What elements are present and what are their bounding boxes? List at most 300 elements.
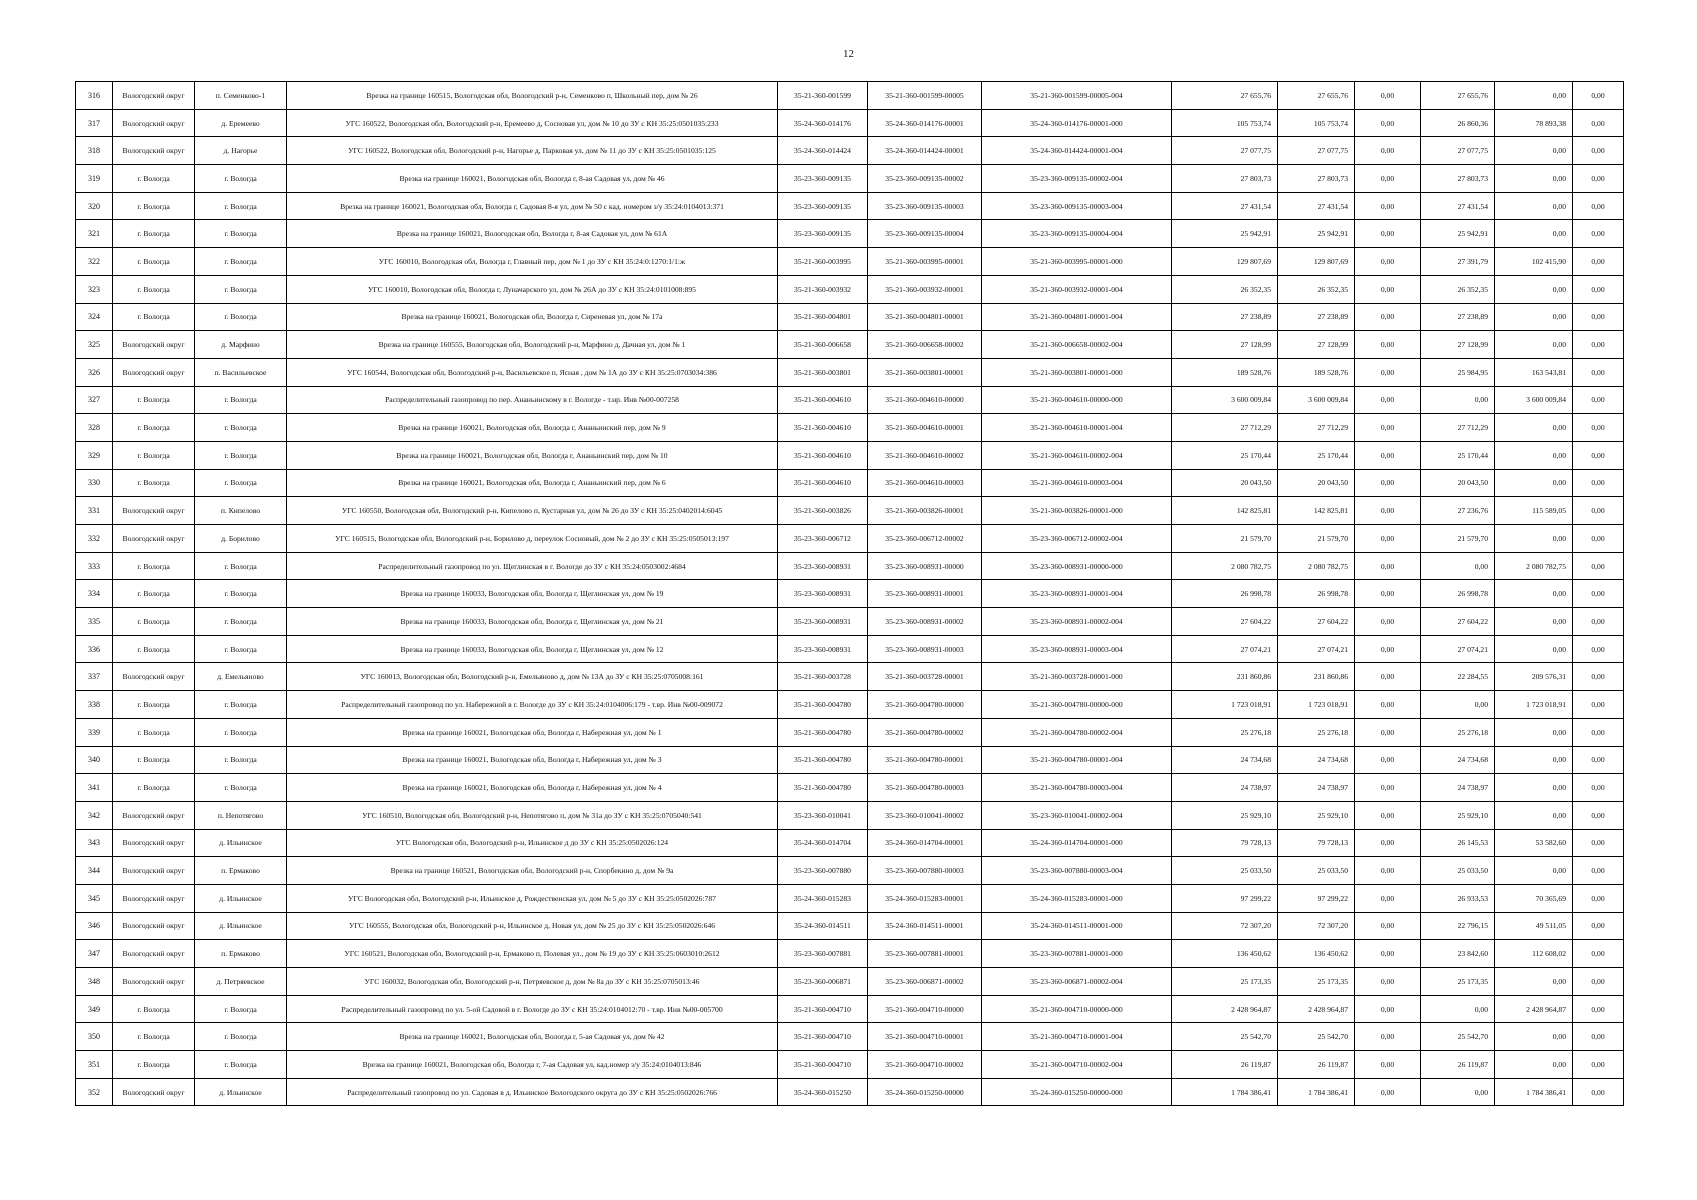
- object-code-cell: 35-23-360-010041: [778, 801, 868, 829]
- district-cell: г. Вологда: [113, 275, 195, 303]
- cost-component-2-cell: 26 352,35: [1421, 275, 1495, 303]
- cost-cell: 97 299,22: [1278, 884, 1355, 912]
- cost-component-4-cell: 0,00: [1573, 884, 1624, 912]
- object-description-cell: Врезка на границе 160033, Вологодская обл, Вологда г, Щеглинская ул, дом № 19: [287, 580, 778, 608]
- settlement-cell: г. Вологда: [195, 275, 287, 303]
- object-code-cell: 35-23-360-006871: [778, 968, 868, 996]
- cost-component-4-cell: 0,00: [1573, 331, 1624, 359]
- total-cost-cell: 24 734,68: [1172, 746, 1278, 774]
- row-number-cell: 334: [76, 580, 113, 608]
- cost-component-3-cell: 0,00: [1495, 718, 1573, 746]
- table-row: [76, 1023, 1624, 1051]
- settlement-cell: г. Вологда: [195, 1051, 287, 1079]
- object-code-cell: 35-21-360-003995: [778, 248, 868, 276]
- cost-component-3-cell: 53 582,60: [1495, 829, 1573, 857]
- object-subcode-cell: 35-23-360-009135-00003: [868, 192, 982, 220]
- district-cell: г. Вологда: [113, 580, 195, 608]
- district-cell: г. Вологда: [113, 1051, 195, 1079]
- cost-cell: 27 074,21: [1278, 635, 1355, 663]
- object-full-code-cell: 35-23-360-007881-00001-000: [982, 940, 1172, 968]
- object-full-code-cell: 35-24-360-014511-00001-000: [982, 912, 1172, 940]
- cost-component-1-cell: 0,00: [1355, 275, 1421, 303]
- cost-component-2-cell: 26 145,53: [1421, 829, 1495, 857]
- cost-cell: 27 803,73: [1278, 165, 1355, 193]
- cost-component-3-cell: 0,00: [1495, 414, 1573, 442]
- row-number-cell: 344: [76, 857, 113, 885]
- object-code-cell: 35-23-360-007880: [778, 857, 868, 885]
- object-description-cell: Врезка на границе 160033, Вологодская обл, Вологда г, Щеглинская ул, дом № 21: [287, 608, 778, 636]
- settlement-cell: г. Вологда: [195, 552, 287, 580]
- settlement-cell: п. Кипелово: [195, 497, 287, 525]
- district-cell: Вологодский округ: [113, 940, 195, 968]
- cost-component-4-cell: 0,00: [1573, 968, 1624, 996]
- object-code-cell: 35-21-360-004710: [778, 1051, 868, 1079]
- table-row: [76, 192, 1624, 220]
- district-cell: Вологодский округ: [113, 358, 195, 386]
- cost-cell: 129 807,69: [1278, 248, 1355, 276]
- row-number-cell: 322: [76, 248, 113, 276]
- row-number-cell: 316: [76, 82, 113, 110]
- total-cost-cell: 105 753,74: [1172, 109, 1278, 137]
- object-subcode-cell: 35-23-360-010041-00002: [868, 801, 982, 829]
- cost-component-1-cell: 0,00: [1355, 608, 1421, 636]
- object-code-cell: 35-23-360-008931: [778, 552, 868, 580]
- settlement-cell: г. Вологда: [195, 469, 287, 497]
- object-subcode-cell: 35-21-360-004610-00000: [868, 386, 982, 414]
- object-description-cell: Распределительный газопровод по ул. 5-ой Садовой в г. Вологде до ЗУ с КН 35:24:0104012:70 - т.вр. Инв №00-005700: [287, 995, 778, 1023]
- settlement-cell: г. Вологда: [195, 414, 287, 442]
- settlement-cell: г. Вологда: [195, 386, 287, 414]
- cost-cell: 79 728,13: [1278, 829, 1355, 857]
- cost-component-2-cell: 0,00: [1421, 691, 1495, 719]
- object-full-code-cell: 35-21-360-004610-00003-004: [982, 469, 1172, 497]
- cost-component-1-cell: 0,00: [1355, 497, 1421, 525]
- object-description-cell: Врезка на границе 160515, Вологодская обл, Вологодский р-н, Семенково п, Школьный пер, дом № 26: [287, 82, 778, 110]
- object-code-cell: 35-24-360-014176: [778, 109, 868, 137]
- settlement-cell: д. Ильинское: [195, 1078, 287, 1106]
- settlement-cell: г. Вологда: [195, 248, 287, 276]
- row-number-cell: 340: [76, 746, 113, 774]
- object-subcode-cell: 35-21-360-003995-00001: [868, 248, 982, 276]
- cost-component-2-cell: 27 238,89: [1421, 303, 1495, 331]
- cost-component-3-cell: 2 080 782,75: [1495, 552, 1573, 580]
- object-full-code-cell: 35-23-360-008931-00001-004: [982, 580, 1172, 608]
- cost-component-1-cell: 0,00: [1355, 441, 1421, 469]
- table-row: [76, 469, 1624, 497]
- cost-component-4-cell: 0,00: [1573, 995, 1624, 1023]
- cost-cell: 105 753,74: [1278, 109, 1355, 137]
- object-full-code-cell: 35-21-360-003826-00001-000: [982, 497, 1172, 525]
- object-subcode-cell: 35-24-360-014176-00001: [868, 109, 982, 137]
- table-row: [76, 746, 1624, 774]
- cost-component-4-cell: 0,00: [1573, 248, 1624, 276]
- object-description-cell: Распределительный газопровод по пер. Ананьинскому в г. Вологде - т.нр. Инв №00-007258: [287, 386, 778, 414]
- table-row: [76, 718, 1624, 746]
- cost-component-4-cell: 0,00: [1573, 441, 1624, 469]
- object-subcode-cell: 35-24-360-014511-00001: [868, 912, 982, 940]
- cost-cell: 21 579,70: [1278, 525, 1355, 553]
- object-description-cell: УГС 160521, Вологодская обл, Вологодский р-н, Ермаково п, Полевая ул., дом № 19 до ЗУ с КН 35:25:0603010:2612: [287, 940, 778, 968]
- table-row: [76, 414, 1624, 442]
- cost-component-3-cell: 209 576,31: [1495, 663, 1573, 691]
- cost-cell: 72 307,20: [1278, 912, 1355, 940]
- object-subcode-cell: 35-23-360-006871-00002: [868, 968, 982, 996]
- object-full-code-cell: 35-21-360-003932-00001-004: [982, 275, 1172, 303]
- object-subcode-cell: 35-21-360-003932-00001: [868, 275, 982, 303]
- table-row: [76, 386, 1624, 414]
- row-number-cell: 326: [76, 358, 113, 386]
- cost-component-1-cell: 0,00: [1355, 358, 1421, 386]
- district-cell: г. Вологда: [113, 1023, 195, 1051]
- object-description-cell: УГС 160522, Вологодская обл, Вологодский р-н, Нагорье д, Парковая ул, дом № 11 до ЗУ с КН 35:25:0501035:125: [287, 137, 778, 165]
- cost-cell: 24 738,97: [1278, 774, 1355, 802]
- cost-component-1-cell: 0,00: [1355, 663, 1421, 691]
- object-full-code-cell: 35-24-360-014424-00001-004: [982, 137, 1172, 165]
- total-cost-cell: 2 428 964,87: [1172, 995, 1278, 1023]
- row-number-cell: 338: [76, 691, 113, 719]
- total-cost-cell: 2 080 782,75: [1172, 552, 1278, 580]
- cost-component-1-cell: 0,00: [1355, 580, 1421, 608]
- row-number-cell: 341: [76, 774, 113, 802]
- district-cell: Вологодский округ: [113, 912, 195, 940]
- row-number-cell: 317: [76, 109, 113, 137]
- object-code-cell: 35-21-360-003728: [778, 663, 868, 691]
- table-row: [76, 608, 1624, 636]
- object-code-cell: 35-23-360-009135: [778, 192, 868, 220]
- settlement-cell: д. Емельяново: [195, 663, 287, 691]
- cost-component-3-cell: 0,00: [1495, 275, 1573, 303]
- cost-component-2-cell: 26 933,53: [1421, 884, 1495, 912]
- cost-component-4-cell: 0,00: [1573, 552, 1624, 580]
- cost-component-4-cell: 0,00: [1573, 1078, 1624, 1106]
- cost-component-2-cell: 0,00: [1421, 552, 1495, 580]
- settlement-cell: д. Ильинское: [195, 912, 287, 940]
- cost-component-4-cell: 0,00: [1573, 746, 1624, 774]
- settlement-cell: п. Непотягово: [195, 801, 287, 829]
- cost-component-4-cell: 0,00: [1573, 940, 1624, 968]
- cost-component-1-cell: 0,00: [1355, 801, 1421, 829]
- total-cost-cell: 27 803,73: [1172, 165, 1278, 193]
- settlement-cell: д. Борилово: [195, 525, 287, 553]
- object-subcode-cell: 35-21-360-001599-00005: [868, 82, 982, 110]
- cost-component-2-cell: 27 604,22: [1421, 608, 1495, 636]
- district-cell: г. Вологда: [113, 774, 195, 802]
- object-code-cell: 35-21-360-004710: [778, 995, 868, 1023]
- cost-component-2-cell: 25 984,95: [1421, 358, 1495, 386]
- cost-cell: 25 033,50: [1278, 857, 1355, 885]
- row-number-cell: 335: [76, 608, 113, 636]
- table-row: [76, 691, 1624, 719]
- total-cost-cell: 129 807,69: [1172, 248, 1278, 276]
- cost-component-1-cell: 0,00: [1355, 192, 1421, 220]
- object-code-cell: 35-21-360-006658: [778, 331, 868, 359]
- object-description-cell: УГС 160510, Вологодская обл, Вологодский р-н, Непотягово п, дом № 31а до ЗУ с КН 35:25:0705040:541: [287, 801, 778, 829]
- table-row: [76, 441, 1624, 469]
- total-cost-cell: 25 929,10: [1172, 801, 1278, 829]
- total-cost-cell: 25 942,91: [1172, 220, 1278, 248]
- cost-component-4-cell: 0,00: [1573, 165, 1624, 193]
- object-code-cell: 35-21-360-004780: [778, 774, 868, 802]
- cost-component-1-cell: 0,00: [1355, 82, 1421, 110]
- object-description-cell: Врезка на границе 160021, Вологодская обл, Вологда г, Ананьинский пер, дом № 6: [287, 469, 778, 497]
- cost-component-3-cell: 0,00: [1495, 441, 1573, 469]
- settlement-cell: д. Еремеево: [195, 109, 287, 137]
- cost-component-1-cell: 0,00: [1355, 912, 1421, 940]
- total-cost-cell: 1 723 018,91: [1172, 691, 1278, 719]
- object-subcode-cell: 35-23-360-008931-00000: [868, 552, 982, 580]
- settlement-cell: г. Вологда: [195, 165, 287, 193]
- object-code-cell: 35-21-360-004780: [778, 691, 868, 719]
- cost-cell: 20 043,50: [1278, 469, 1355, 497]
- cost-component-1-cell: 0,00: [1355, 995, 1421, 1023]
- total-cost-cell: 27 238,89: [1172, 303, 1278, 331]
- cost-component-3-cell: 2 428 964,87: [1495, 995, 1573, 1023]
- cost-component-3-cell: 0,00: [1495, 137, 1573, 165]
- cost-component-4-cell: 0,00: [1573, 275, 1624, 303]
- cost-component-2-cell: 27 391,79: [1421, 248, 1495, 276]
- object-full-code-cell: 35-21-360-003801-00001-000: [982, 358, 1172, 386]
- cost-component-1-cell: 0,00: [1355, 884, 1421, 912]
- table-row: [76, 525, 1624, 553]
- object-code-cell: 35-21-360-004610: [778, 441, 868, 469]
- cost-component-4-cell: 0,00: [1573, 1023, 1624, 1051]
- table-row: [76, 165, 1624, 193]
- object-full-code-cell: 35-21-360-001599-00005-004: [982, 82, 1172, 110]
- cost-component-4-cell: 0,00: [1573, 608, 1624, 636]
- row-number-cell: 336: [76, 635, 113, 663]
- row-number-cell: 332: [76, 525, 113, 553]
- cost-component-4-cell: 0,00: [1573, 525, 1624, 553]
- object-code-cell: 35-21-360-003801: [778, 358, 868, 386]
- object-description-cell: УГС 160010, Вологодская обл, Вологда г, Главный пер, дом № 1 до ЗУ с КН 35:24:0:1270:1/1:ж: [287, 248, 778, 276]
- total-cost-cell: 27 431,54: [1172, 192, 1278, 220]
- cost-cell: 27 431,54: [1278, 192, 1355, 220]
- total-cost-cell: 20 043,50: [1172, 469, 1278, 497]
- row-number-cell: 321: [76, 220, 113, 248]
- cost-component-3-cell: 112 608,02: [1495, 940, 1573, 968]
- row-number-cell: 349: [76, 995, 113, 1023]
- district-cell: г. Вологда: [113, 192, 195, 220]
- settlement-cell: г. Вологда: [195, 192, 287, 220]
- object-full-code-cell: 35-24-360-014704-00001-000: [982, 829, 1172, 857]
- object-description-cell: Распределительный газопровод по ул. Садовая в д. Ильинское Вологодского округа до ЗУ с КН 35:25:0502026:766: [287, 1078, 778, 1106]
- settlement-cell: п. Семенково-1: [195, 82, 287, 110]
- row-number-cell: 337: [76, 663, 113, 691]
- cost-component-1-cell: 0,00: [1355, 1078, 1421, 1106]
- cost-component-4-cell: 0,00: [1573, 635, 1624, 663]
- cost-component-1-cell: 0,00: [1355, 248, 1421, 276]
- cost-component-3-cell: 0,00: [1495, 1023, 1573, 1051]
- object-description-cell: Врезка на границе 160021, Вологодская обл, Вологда г, Сиреневая ул, дом № 17а: [287, 303, 778, 331]
- district-cell: Вологодский округ: [113, 82, 195, 110]
- object-code-cell: 35-24-360-014424: [778, 137, 868, 165]
- cost-component-3-cell: 0,00: [1495, 82, 1573, 110]
- cost-component-2-cell: 27 077,75: [1421, 137, 1495, 165]
- cost-component-4-cell: 0,00: [1573, 691, 1624, 719]
- cost-component-3-cell: 0,00: [1495, 303, 1573, 331]
- cost-cell: 3 600 009,84: [1278, 386, 1355, 414]
- total-cost-cell: 24 738,97: [1172, 774, 1278, 802]
- object-subcode-cell: 35-23-360-008931-00002: [868, 608, 982, 636]
- cost-component-1-cell: 0,00: [1355, 746, 1421, 774]
- table-row: [76, 857, 1624, 885]
- object-description-cell: Врезка на границе 160021, Вологодская обл, Вологда г, Садовая 8-я ул, дом № 50 с кад. номером з/у 35:24:0104013:371: [287, 192, 778, 220]
- table-row: [76, 248, 1624, 276]
- settlement-cell: д. Петряевское: [195, 968, 287, 996]
- object-description-cell: Врезка на границе 160521, Вологодская обл, Вологодский р-н, Спорбекино д, дом № 9а: [287, 857, 778, 885]
- cost-cell: 1 723 018,91: [1278, 691, 1355, 719]
- object-code-cell: 35-21-360-004780: [778, 746, 868, 774]
- row-number-cell: 319: [76, 165, 113, 193]
- cost-component-1-cell: 0,00: [1355, 469, 1421, 497]
- table-row: [76, 552, 1624, 580]
- object-subcode-cell: 35-23-360-008931-00003: [868, 635, 982, 663]
- cost-cell: 27 077,75: [1278, 137, 1355, 165]
- object-description-cell: УГС Вологодская обл, Вологодский р-н, Ильинское д, Рождественская ул, дом № 5 до ЗУ с КН 35:25:0502026:787: [287, 884, 778, 912]
- cost-component-2-cell: 22 796,15: [1421, 912, 1495, 940]
- settlement-cell: г. Вологда: [195, 220, 287, 248]
- cost-component-1-cell: 0,00: [1355, 220, 1421, 248]
- object-full-code-cell: 35-21-360-004780-00002-004: [982, 718, 1172, 746]
- district-cell: г. Вологда: [113, 441, 195, 469]
- cost-component-2-cell: 27 803,73: [1421, 165, 1495, 193]
- object-code-cell: 35-23-360-009135: [778, 165, 868, 193]
- cost-component-4-cell: 0,00: [1573, 801, 1624, 829]
- table-row: [76, 995, 1624, 1023]
- cost-component-4-cell: 0,00: [1573, 580, 1624, 608]
- cost-component-1-cell: 0,00: [1355, 691, 1421, 719]
- cost-component-4-cell: 0,00: [1573, 857, 1624, 885]
- total-cost-cell: 27 712,29: [1172, 414, 1278, 442]
- object-code-cell: 35-23-360-008931: [778, 580, 868, 608]
- object-full-code-cell: 35-21-360-003728-00001-000: [982, 663, 1172, 691]
- cost-component-3-cell: 0,00: [1495, 469, 1573, 497]
- object-full-code-cell: 35-24-360-014176-00001-000: [982, 109, 1172, 137]
- cost-component-2-cell: 20 043,50: [1421, 469, 1495, 497]
- row-number-cell: 328: [76, 414, 113, 442]
- cost-component-2-cell: 25 033,50: [1421, 857, 1495, 885]
- registry-table: [75, 81, 1624, 1106]
- table-row: [76, 774, 1624, 802]
- district-cell: Вологодский округ: [113, 137, 195, 165]
- settlement-cell: п. Ермаково: [195, 940, 287, 968]
- table-row: [76, 82, 1624, 110]
- total-cost-cell: 72 307,20: [1172, 912, 1278, 940]
- district-cell: Вологодский округ: [113, 497, 195, 525]
- object-full-code-cell: 35-21-360-004610-00000-000: [982, 386, 1172, 414]
- table-row: [76, 829, 1624, 857]
- settlement-cell: д. Нагорье: [195, 137, 287, 165]
- cost-component-3-cell: 0,00: [1495, 525, 1573, 553]
- object-code-cell: 35-23-360-009135: [778, 220, 868, 248]
- cost-component-1-cell: 0,00: [1355, 331, 1421, 359]
- object-code-cell: 35-21-360-004610: [778, 414, 868, 442]
- object-description-cell: Врезка на границе 160021, Вологодская обл, Вологда г, Ананьинский пер, дом № 9: [287, 414, 778, 442]
- district-cell: г. Вологда: [113, 995, 195, 1023]
- settlement-cell: п. Ермаково: [195, 857, 287, 885]
- total-cost-cell: 231 860,86: [1172, 663, 1278, 691]
- cost-component-3-cell: 49 511,05: [1495, 912, 1573, 940]
- total-cost-cell: 27 074,21: [1172, 635, 1278, 663]
- district-cell: Вологодский округ: [113, 857, 195, 885]
- cost-component-2-cell: 26 119,87: [1421, 1051, 1495, 1079]
- row-number-cell: 339: [76, 718, 113, 746]
- cost-component-2-cell: 27 431,54: [1421, 192, 1495, 220]
- cost-component-4-cell: 0,00: [1573, 497, 1624, 525]
- cost-cell: 27 128,99: [1278, 331, 1355, 359]
- table-row: [76, 137, 1624, 165]
- row-number-cell: 330: [76, 469, 113, 497]
- row-number-cell: 350: [76, 1023, 113, 1051]
- cost-component-1-cell: 0,00: [1355, 165, 1421, 193]
- cost-component-4-cell: 0,00: [1573, 386, 1624, 414]
- cost-component-1-cell: 0,00: [1355, 1051, 1421, 1079]
- total-cost-cell: 142 825,81: [1172, 497, 1278, 525]
- table-row: [76, 912, 1624, 940]
- table-row: [76, 497, 1624, 525]
- object-subcode-cell: 35-24-360-014704-00001: [868, 829, 982, 857]
- cost-component-1-cell: 0,00: [1355, 552, 1421, 580]
- row-number-cell: 348: [76, 968, 113, 996]
- object-full-code-cell: 35-23-360-010041-00002-004: [982, 801, 1172, 829]
- object-full-code-cell: 35-21-360-004710-00002-004: [982, 1051, 1172, 1079]
- object-code-cell: 35-23-360-007881: [778, 940, 868, 968]
- cost-cell: 189 528,76: [1278, 358, 1355, 386]
- cost-component-3-cell: 0,00: [1495, 774, 1573, 802]
- district-cell: г. Вологда: [113, 303, 195, 331]
- settlement-cell: г. Вологда: [195, 746, 287, 774]
- cost-component-3-cell: 0,00: [1495, 857, 1573, 885]
- cost-component-3-cell: 0,00: [1495, 635, 1573, 663]
- table-row: [76, 663, 1624, 691]
- object-full-code-cell: 35-23-360-008931-00003-004: [982, 635, 1172, 663]
- cost-component-2-cell: 25 542,70: [1421, 1023, 1495, 1051]
- cost-component-4-cell: 0,00: [1573, 358, 1624, 386]
- cost-component-2-cell: 25 276,18: [1421, 718, 1495, 746]
- object-code-cell: 35-23-360-008931: [778, 635, 868, 663]
- row-number-cell: 352: [76, 1078, 113, 1106]
- object-code-cell: 35-24-360-014704: [778, 829, 868, 857]
- row-number-cell: 343: [76, 829, 113, 857]
- object-full-code-cell: 35-21-360-004710-00001-004: [982, 1023, 1172, 1051]
- cost-component-3-cell: 0,00: [1495, 331, 1573, 359]
- cost-component-2-cell: 24 738,97: [1421, 774, 1495, 802]
- total-cost-cell: 97 299,22: [1172, 884, 1278, 912]
- cost-cell: 25 542,70: [1278, 1023, 1355, 1051]
- cost-component-3-cell: 0,00: [1495, 220, 1573, 248]
- object-code-cell: 35-21-360-004780: [778, 718, 868, 746]
- row-number-cell: 342: [76, 801, 113, 829]
- total-cost-cell: 26 119,87: [1172, 1051, 1278, 1079]
- cost-component-1-cell: 0,00: [1355, 386, 1421, 414]
- object-description-cell: Врезка на границе 160021, Вологодская обл, Вологда г, Ананьинский пер, дом № 10: [287, 441, 778, 469]
- cost-component-2-cell: 23 842,60: [1421, 940, 1495, 968]
- row-number-cell: 329: [76, 441, 113, 469]
- cost-component-3-cell: 163 543,81: [1495, 358, 1573, 386]
- object-subcode-cell: 35-23-360-007880-00003: [868, 857, 982, 885]
- object-code-cell: 35-21-360-004801: [778, 303, 868, 331]
- cost-component-1-cell: 0,00: [1355, 774, 1421, 802]
- object-subcode-cell: 35-21-360-006658-00002: [868, 331, 982, 359]
- table-row: [76, 358, 1624, 386]
- district-cell: г. Вологда: [113, 718, 195, 746]
- cost-cell: 27 238,89: [1278, 303, 1355, 331]
- row-number-cell: 351: [76, 1051, 113, 1079]
- district-cell: г. Вологда: [113, 386, 195, 414]
- settlement-cell: д. Марфино: [195, 331, 287, 359]
- district-cell: г. Вологда: [113, 248, 195, 276]
- cost-component-2-cell: 0,00: [1421, 995, 1495, 1023]
